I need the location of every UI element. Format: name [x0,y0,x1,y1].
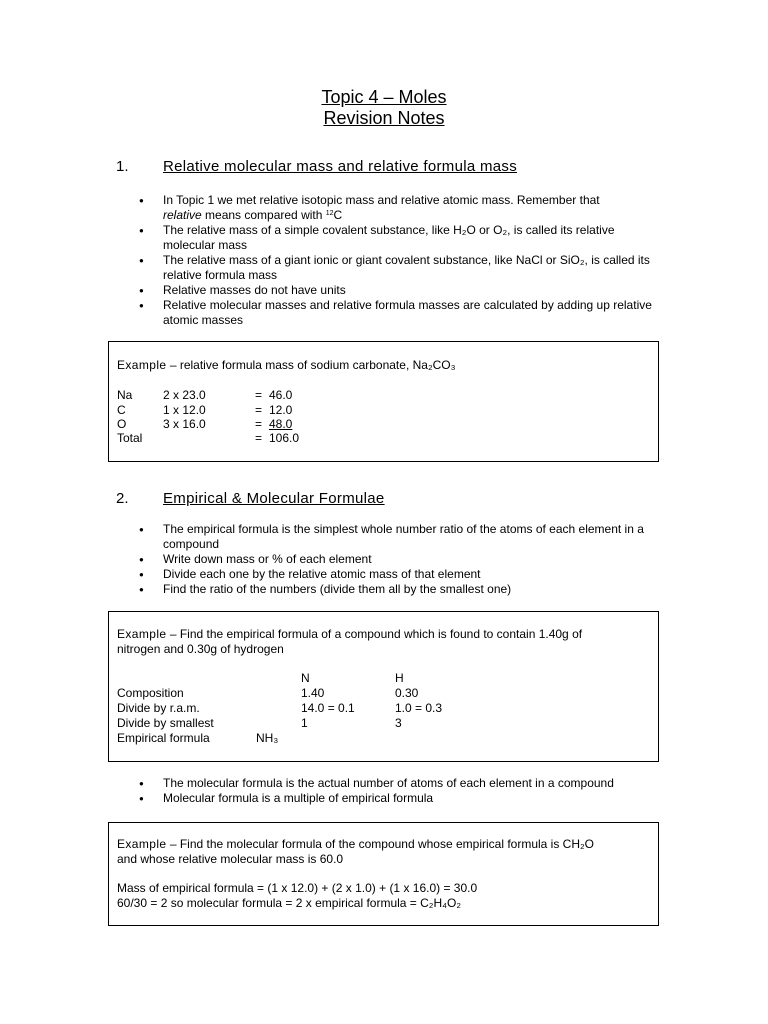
example-1-calc: 2 x 23.0 [163,388,206,402]
list-item: ● Find the ratio of the numbers (divide them all by the smallest one) [137,582,657,597]
example-1-value: 46.0 [269,388,293,402]
example-1-equals: = [255,388,263,402]
example-3-conclusion: 60/30 = 2 so molecular formula = 2 x empirical formula = C₂H₄O₂ [117,896,462,910]
row-h-value: 0.30 [395,686,419,700]
example-3-heading: Example – Find the molecular formula of the compound whose empirical formula is CH₂O [117,837,595,851]
example-1-heading: Example – relative formula mass of sodium carbonate, Na₂CO₃ [117,358,456,372]
example-1-calc: 1 x 12.0 [163,403,206,417]
example-box-2 [108,611,659,762]
row-h-value: 3 [395,716,402,730]
list-item: ● The molecular formula is the actual number of atoms of each element in a compound [137,776,657,791]
list-item: ● Molecular formula is a multiple of empirical formula [137,791,657,806]
example-3-calculation: Mass of empirical formula = (1 x 12.0) + (2 x 1.0) + (1 x 16.0) = 30.0 [117,881,478,895]
example-1-element: Total [117,431,143,445]
example-1-element: C [117,403,126,417]
list-item: ● Write down mass or % of each element [137,552,657,567]
row-label: Composition [117,686,184,700]
row-label: Divide by r.a.m. [117,701,200,715]
page-subtitle: Revision Notes [323,108,445,128]
list-item: ● Relative molecular masses and relative formula masses are calculated by adding up relative atomic masses [137,298,657,328]
list-item: ● Relative masses do not have units [137,283,657,298]
list-item: ● The relative mass of a giant ionic or giant covalent substance, like NaCl or SiO₂, is called its relative formula mass [137,253,657,283]
row-label: Divide by smallest [117,716,214,730]
list-item: ● The relative mass of a simple covalent substance, like H₂O or O₂, is called its relative molecular mass [137,223,657,253]
row-n-value: 14.0 = 0.1 [301,701,355,715]
example-1-total-value: 106.0 [269,431,300,445]
column-header-n: N [301,671,310,685]
example-2-heading: Example – Find the empirical formula of a compound which is found to contain 1.40g of [117,627,583,641]
section-2-title: Empirical & Molecular Formulae [163,490,385,507]
example-2-heading-cont: nitrogen and 0.30g of hydrogen [117,642,284,656]
row-n-value: 1 [301,716,308,730]
example-box-3 [108,822,659,926]
page-title: Topic 4 – Moles [321,87,447,107]
example-1-element: Na [117,388,133,402]
example-1-value: 12.0 [269,403,293,417]
empirical-formula-label: Empirical formula [117,731,210,745]
section-1-bullets [137,193,657,328]
molecular-formula-bullets [137,776,657,806]
column-header-h: H [395,671,404,685]
section-1-title: Relative molecular mass and relative formula mass [163,158,517,175]
section-2-bullets [137,522,657,597]
example-1-equals: = [255,431,263,445]
empirical-formula-value: NH₃ [256,731,279,745]
example-1-equals: = [255,403,263,417]
example-1-element: O [117,417,127,431]
row-h-value: 1.0 = 0.3 [395,701,443,715]
example-3-heading-cont: and whose relative molecular mass is 60.0 [117,852,344,866]
example-1-value: 48.0 [269,417,293,431]
section-1-number: 1. [116,158,129,175]
row-n-value: 1.40 [301,686,325,700]
example-box-1 [108,341,659,462]
list-item: ● In Topic 1 we met relative isotopic mass and relative atomic mass. Remember that relative means compared with $^{12}$C [137,193,657,223]
example-1-equals: = [255,417,263,431]
list-item: ● The empirical formula is the simplest whole number ratio of the atoms of each element in a compound [137,522,657,552]
list-item: ● Divide each one by the relative atomic mass of that element [137,567,657,582]
example-1-calc: 3 x 16.0 [163,417,206,431]
section-2-number: 2. [116,490,129,507]
